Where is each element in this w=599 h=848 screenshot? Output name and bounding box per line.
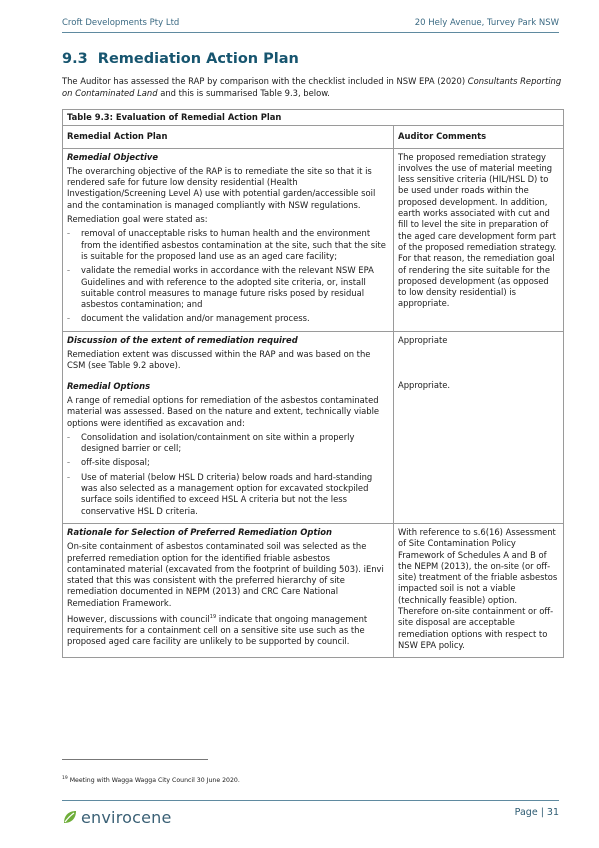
row-paragraph: The overarching objective of the RAP is to remediate the site so that it is rendered safe for future low density residential (Health Investigation/Screening Level A) use with potential garden/accessible soil and the contamination is managed compliantly with NSW regulations. [67,165,376,210]
row-heading: Discussion of the extent of remediation required [67,334,298,345]
col-header-comments: Auditor Comments [394,126,564,148]
intro-text-end: and this is summarised Table 9.3, below. [157,87,330,98]
table-header-row [63,126,564,148]
page-header [62,14,559,30]
footnote-divider [62,759,208,760]
auditor-comment: Appropriate. [398,380,451,391]
row-paragraph [67,612,389,648]
intro-italic-ref: Consultants Reporting on Contaminated Land [62,76,562,98]
section-number: 9.3 [62,51,88,67]
list-item: – document the validation and/or management process. [67,313,389,324]
plan-cell [63,523,394,657]
footer-divider [62,800,559,801]
row-paragraph: Remediation goal were stated as: [67,214,208,225]
header-address: 20 Hely Avenue, Turvey Park NSW [414,18,559,28]
row-heading: Remedial Objective [67,151,159,162]
plan-cell [63,331,394,523]
bullet-list [67,432,389,517]
auditor-comment: Appropriate [398,334,448,345]
row-paragraph: Remediation extent was discussed within the RAP and was based on the CSM (see Table 9.2 above). [67,349,371,371]
company-logo [62,806,172,828]
footnote-number: 19 [62,776,68,781]
list-item: – Use of material (below HSL D criteria) below roads and hard-standing was also selected as a management option for excavated stockpiled surface soils identified to exceed HSL A criteria but not the less conservative HSL D criteria. [67,472,389,517]
table-caption-row [63,110,564,126]
footnote [62,776,240,784]
list-item: – validate the remedial works in accordance with the relevant NSW EPA Guidelines and with reference to the adopted site criteria, or, install suitable control measures to manage future risks posed by residual asbestos contamination; and [67,265,389,310]
header-company: Croft Developments Pty Ltd [62,18,180,28]
row-paragraph: On-site containment of asbestos contaminated soil was selected as the preferred remediation option for the identified friable asbestos contaminated material (excavated from the footprint of building 503). iEnvi stated that this was consistent with the preferred hierarchy of site remediation documented in NEPM (2013) and CRC Care National Remediation Framework. [67,541,384,608]
row-heading: Rationale for Selection of Preferred Remediation Option [67,526,333,537]
bullet-list [67,228,389,324]
comment-cell [394,331,564,523]
row-heading: Remedial Options [67,380,151,391]
section-title [62,51,299,67]
intro-text: The Auditor has assessed the RAP by comparison with the checklist included in NSW EPA (2020) [62,76,466,86]
footnote-ref[interactable]: 19 [209,613,217,620]
row-paragraph: A range of remedial options for remediation of the asbestos contaminated material was assessed. Based on the nature and extent, technically viable options were identified as excavation and: [67,394,380,428]
plan-cell [63,148,394,331]
section-title-text: Remediation Action Plan [97,51,299,67]
comment-cell [394,523,564,657]
table-row [63,331,564,523]
table-caption: Table 9.3: Evaluation of Remedial Action Plan [63,110,564,126]
intro-paragraph [62,76,562,99]
comment-cell [394,148,564,331]
header-divider [62,32,559,33]
list-item: – off-site disposal; [67,457,389,468]
table-row [63,148,564,331]
evaluation-table [62,109,564,658]
footnote-text: Meeting with Wagga Wagga City Council 30 June 2020. [67,777,240,785]
leaf-icon [62,809,78,825]
table-row [63,523,564,657]
logo-text: envirocene [81,807,172,827]
list-item: – removal of unacceptable risks to human health and the environment from the identified asbestos contamination at the site, such that the site is suitable for the proposed land use as an aged care facility; [67,228,389,262]
list-item: – Consolidation and isolation/containment on site within a properly designed barrier or cell; [67,432,389,455]
col-header-plan: Remedial Action Plan [63,126,394,148]
row-text: indicate that ongoing management requirements for a containment cell on a sensitive site use such as the proposed aged care facility are unlikely to be supported by council. [67,613,368,647]
row-text: However, discussions with council [67,613,210,624]
auditor-comment: The proposed remediation strategy involves the use of material meeting less sensitive criteria (HIL/HSL D) to be used under roads within the proposed development. In addition, earth works associated with cut and fill to level the site in preparation of the aged care development form part of the proposed remediation strategy. For that reason, the remediation goal of rendering the site suitable for the proposed development (as opposed to low density residential) is appropriate. [398,151,557,309]
page-number: Page | 31 [514,807,559,818]
auditor-comment: With reference to s.6(16) Assessment of Site Contamination Policy Framework of Schedules A and B of the NEPM (2013), the on-site (or off-site) treatment of the friable asbestos impacted soil is not a viable (technically feasible) option. Therefore on-site containment or off-site disposal are acceptable remediation options with respect to NSW EPA policy. [398,526,558,650]
